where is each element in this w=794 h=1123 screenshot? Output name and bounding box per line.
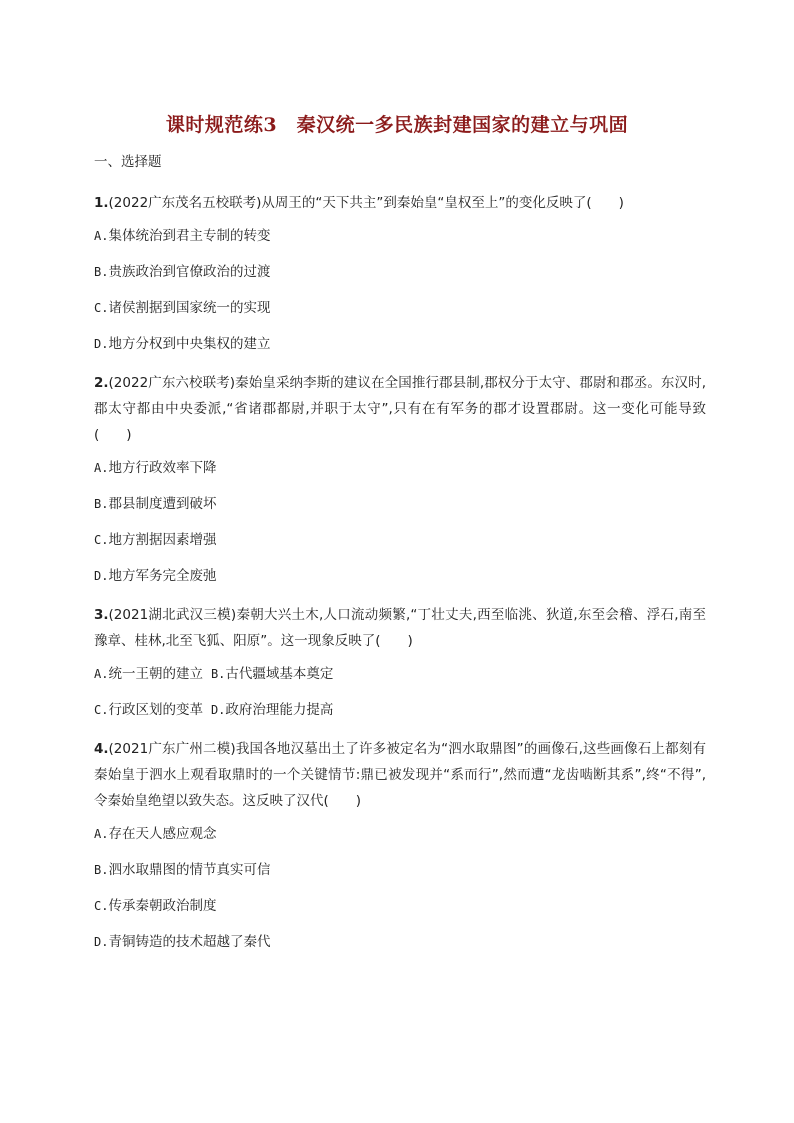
question-4: [94, 736, 706, 952]
option-d: [94, 566, 706, 586]
option-letter: A.: [94, 461, 109, 475]
option-letter: D.: [94, 337, 109, 351]
option-letter: C.: [94, 301, 109, 315]
question-stem: [94, 602, 706, 654]
option-text: 青铜铸造的技术超越了秦代: [108, 934, 271, 950]
question-text: (2022广东茂名五校联考)从周王的“天下共主”到秦始皇“皇权至上”的变化反映了( ): [108, 195, 624, 211]
option-a: [94, 226, 706, 246]
section-heading: 一、选择题: [94, 154, 162, 170]
question-text: (2021广东广州二模)我国各地汉墓出土了许多被定名为“泗水取鼎图”的画像石,这些画像石上都刻有秦始皇于泗水上观看取鼎时的一个关键情节:鼎已被发现并“系而行”,然而遭“龙齿啮断其系”,终“不得”,令秦始皇绝望以致失态。这反映了汉代( ): [94, 741, 706, 809]
option-b: [94, 860, 706, 880]
option-letter: C.: [94, 899, 109, 913]
option-text: 统一王朝的建立: [108, 666, 203, 682]
option-text: 地方割据因素增强: [108, 532, 217, 548]
question-3: [94, 602, 706, 720]
question-number: 4.: [94, 741, 109, 757]
option-text: 诸侯割据到国家统一的实现: [108, 300, 271, 316]
option-letter: D.: [94, 935, 109, 949]
question-1: [94, 190, 706, 354]
question-2: [94, 370, 706, 586]
option-letter: B.: [94, 863, 109, 877]
option-letter: A.: [94, 667, 109, 681]
option-text: 贵族政治到官僚政治的过渡: [108, 264, 271, 280]
option-letter: C.: [94, 533, 109, 547]
option-letter: B.: [94, 497, 109, 511]
question-stem: [94, 370, 706, 448]
question-number: 2.: [94, 375, 109, 391]
option-text: 集体统治到君主专制的转变: [108, 228, 271, 244]
option-letter: D.: [210, 703, 226, 717]
question-stem: [94, 736, 706, 814]
option-text: 地方军务完全废弛: [108, 568, 217, 584]
option-text: 郡县制度遭到破坏: [108, 496, 217, 512]
option-letter: B.: [94, 265, 109, 279]
option-text: 地方分权到中央集权的建立: [108, 336, 271, 352]
option-text: 泗水取鼎图的情节真实可信: [108, 862, 271, 878]
option-text: 古代疆域基本奠定: [225, 666, 334, 682]
option-b: [94, 494, 706, 514]
option-b: [94, 262, 706, 282]
option-row-2: [94, 700, 706, 720]
option-text: 行政区划的变革: [108, 702, 203, 718]
option-c: [94, 530, 706, 550]
option-text: 传承秦朝政治制度: [108, 898, 217, 914]
document-content: [94, 152, 706, 968]
option-letter: A.: [94, 229, 109, 243]
option-d: [94, 932, 706, 952]
question-stem: [94, 190, 706, 216]
option-text: 地方行政效率下降: [108, 460, 217, 476]
option-letter: C.: [94, 703, 109, 717]
option-d: [94, 334, 706, 354]
option-text: 政府治理能力提高: [225, 702, 334, 718]
question-text: (2021湖北武汉三模)秦朝大兴土木,人口流动频繁,“丁壮丈夫,西至临洮、狄道,东至会稽、浮石,南至豫章、桂林,北至飞狐、阳原”。这一现象反映了( ): [94, 607, 706, 649]
option-c: [94, 896, 706, 916]
option-c: [94, 298, 706, 318]
option-letter: B.: [210, 667, 226, 681]
option-row-1: [94, 664, 706, 684]
page-title: 课时规范练3 秦汉统一多民族封建国家的建立与巩固: [165, 114, 629, 136]
option-a: [94, 824, 706, 844]
option-text: 存在天人感应观念: [108, 826, 217, 842]
question-text: (2022广东六校联考)秦始皇采纳李斯的建议在全国推行郡县制,郡权分于太守、郡尉和郡丞。东汉时,郡太守都由中央委派,“省诸郡都尉,并职于太守”,只有在有军务的郡才设置郡尉。这一变化可能导致( ): [94, 375, 706, 443]
question-number: 3.: [94, 607, 109, 623]
option-a: [94, 458, 706, 478]
option-letter: D.: [94, 569, 109, 583]
question-number: 1.: [94, 195, 109, 211]
option-letter: A.: [94, 827, 109, 841]
